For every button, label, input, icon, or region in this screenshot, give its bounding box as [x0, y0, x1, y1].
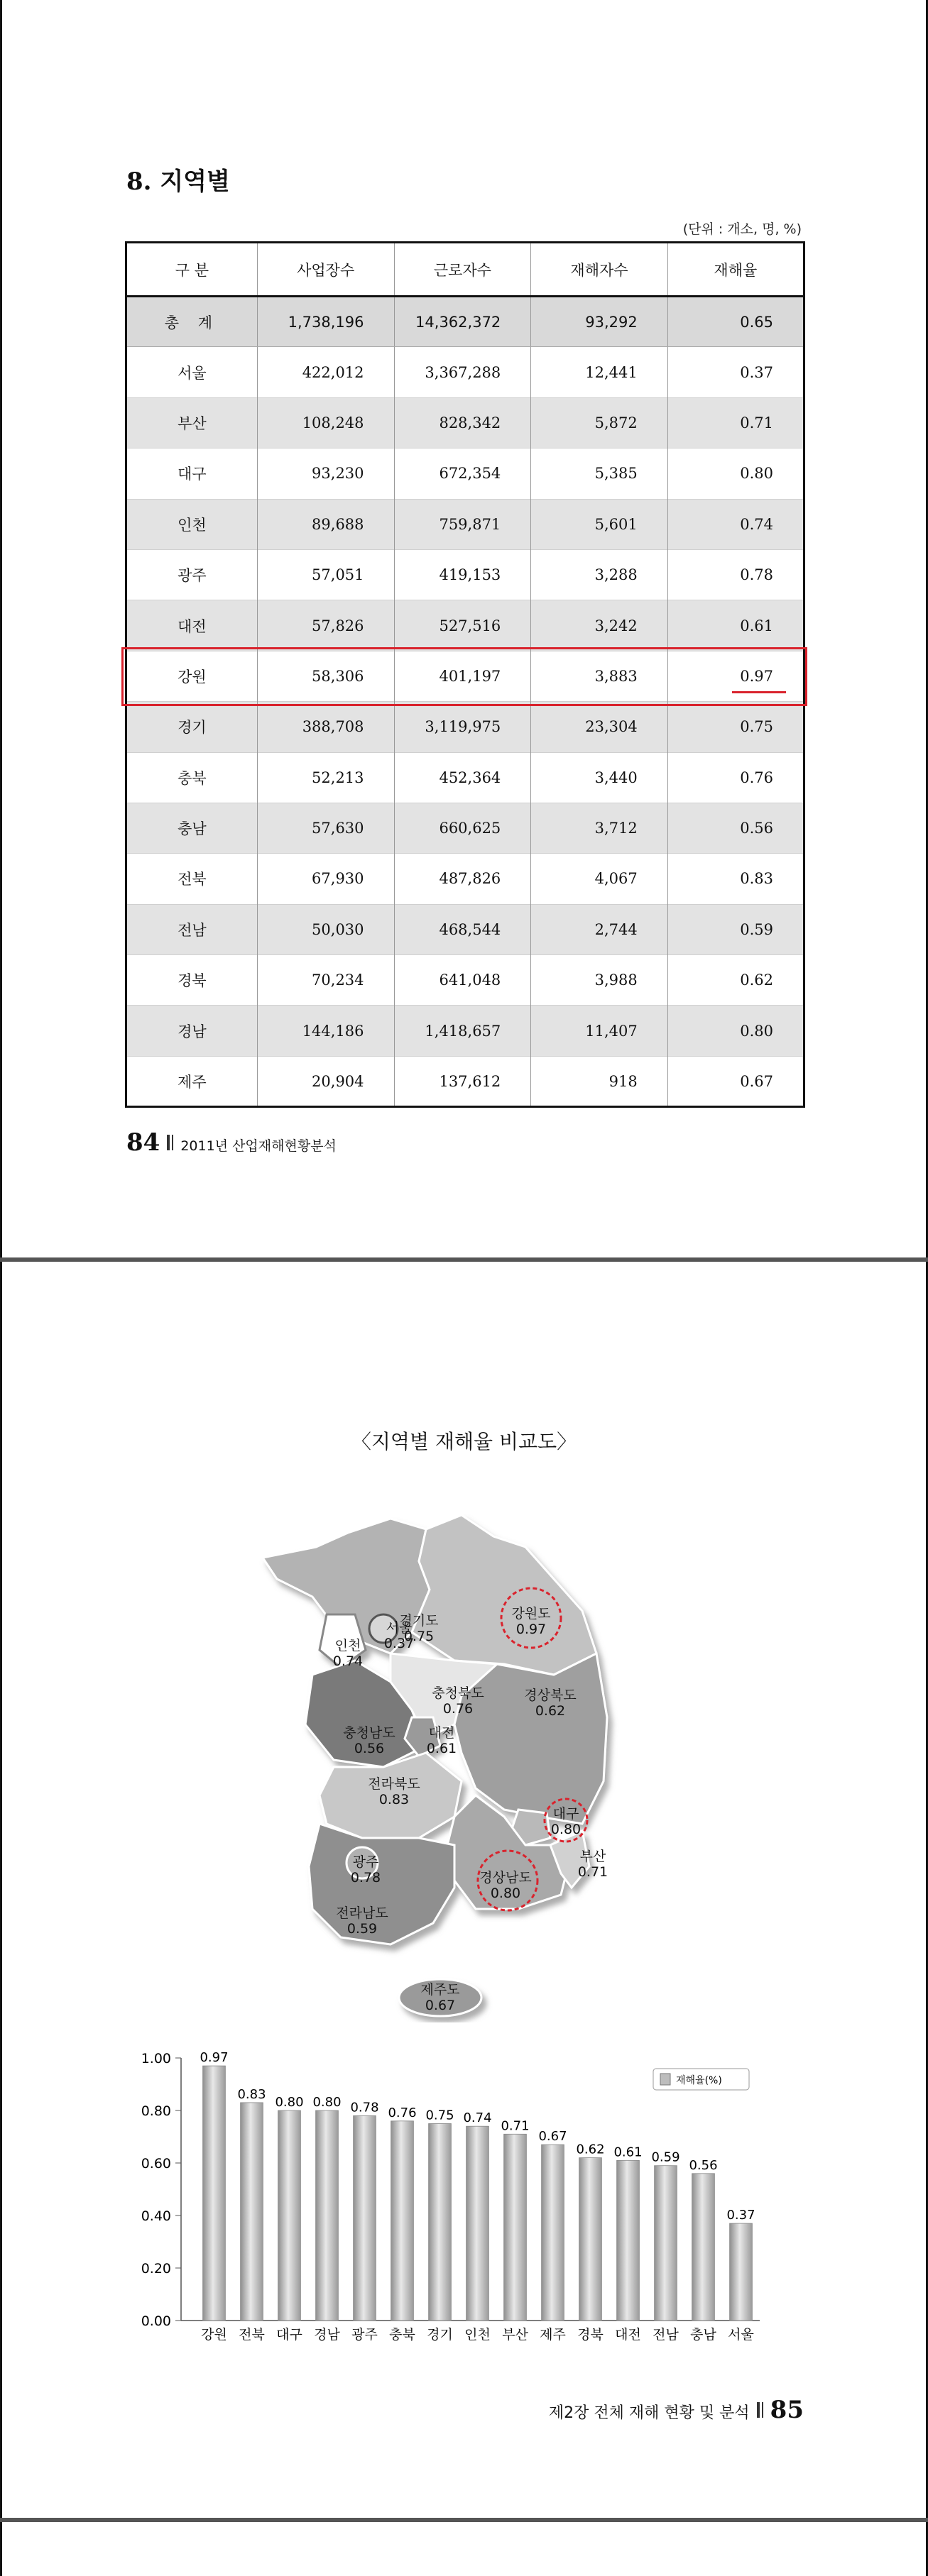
table-row: [126, 904, 804, 954]
map-label-name: 충청북도: [432, 1685, 484, 1701]
map-label-rate: 0.80: [490, 1886, 521, 1901]
bar-value-label: 0.97: [200, 2050, 229, 2066]
footer-text: 2011년 산업재해현황분석: [180, 1138, 337, 1154]
rate-cell: 0.56: [667, 803, 804, 853]
map-label-name: 전라남도: [336, 1905, 388, 1921]
workplaces-cell: 58,306: [257, 651, 394, 701]
y-tick-label: 0.80: [141, 2103, 171, 2119]
bar-value-label: 0.67: [538, 2129, 567, 2145]
bar-value-label: 0.56: [689, 2157, 718, 2173]
workers-cell: 468,544: [394, 904, 531, 954]
region-cell: 대구: [126, 448, 258, 499]
table-row: [126, 448, 804, 499]
workers-cell: 452,364: [394, 752, 531, 803]
map-title: 〈지역별 재해율 비교도〉: [351, 1430, 577, 1453]
table-row: [126, 549, 804, 600]
region-cell: 경기: [126, 702, 258, 752]
injured-cell: 12,441: [531, 347, 667, 397]
divider-bar-thin: [762, 2402, 763, 2418]
rate-cell: 0.71: [667, 397, 804, 448]
bar-value-label: 0.83: [237, 2086, 266, 2102]
bar-value-label: 0.71: [501, 2118, 530, 2134]
bar-value-label: 0.80: [312, 2095, 342, 2110]
x-tick-label: 대전: [615, 2327, 641, 2343]
map-label-name: 경상북도: [524, 1688, 577, 1703]
rate-bar-chart: [128, 2044, 767, 2356]
workers-cell: 641,048: [394, 955, 531, 1006]
workplaces-cell: 388,708: [257, 702, 394, 752]
bar-value-label: 0.75: [425, 2108, 454, 2123]
rate-cell: 0.75: [667, 702, 804, 752]
table-row: [126, 499, 804, 549]
region-cell: 충북: [126, 752, 258, 803]
table-row: [126, 702, 804, 752]
x-tick-label: 광주: [351, 2327, 378, 2343]
map-label-rate: 0.83: [378, 1792, 410, 1807]
workers-cell: 527,516: [394, 600, 531, 651]
workers-cell: 137,612: [394, 1056, 531, 1106]
table-row: [126, 752, 804, 803]
table-row: [126, 600, 804, 651]
map-label-rate: 0.80: [550, 1822, 582, 1837]
bar-value-label: 0.62: [576, 2142, 605, 2157]
workplaces-cell: 70,234: [257, 955, 394, 1006]
injured-cell: 5,872: [531, 397, 667, 448]
x-tick-label: 충남: [690, 2327, 716, 2343]
map-label-rate: 0.62: [535, 1703, 566, 1719]
header-workers: 근로자수: [394, 243, 531, 297]
workplaces-cell: 52,213: [257, 752, 394, 803]
map-label-name: 충청남도: [343, 1725, 395, 1741]
workers-cell: 672,354: [394, 448, 531, 499]
table-row: [126, 955, 804, 1006]
map-label-rate: 0.75: [403, 1629, 435, 1644]
bar-부산: [504, 2134, 527, 2321]
bar-value-label: 0.59: [651, 2150, 680, 2165]
header-injured: 재해자수: [531, 243, 667, 297]
workplaces-cell: 422,012: [257, 347, 394, 397]
rate-cell: 0.61: [667, 600, 804, 651]
map-label-rate: 0.67: [425, 1998, 456, 2013]
map-label-rate: 0.78: [350, 1870, 381, 1886]
y-tick-label: 0.60: [141, 2156, 171, 2172]
map-label-rate: 0.37: [383, 1636, 415, 1651]
workers-cell: 3,367,288: [394, 347, 531, 397]
y-tick-label: 0.40: [141, 2208, 171, 2224]
table-row: [126, 803, 804, 853]
table-row: [126, 1056, 804, 1106]
page-number: 85: [770, 2396, 804, 2424]
workers-cell: 759,871: [394, 499, 531, 549]
x-tick-label: 경남: [314, 2327, 340, 2343]
total-workers: 14,362,372: [394, 297, 531, 347]
region-cell: 제주: [126, 1056, 258, 1106]
total-rate: 0.65: [667, 297, 804, 347]
divider-bar: [757, 2402, 760, 2418]
injured-cell: 5,601: [531, 499, 667, 549]
page-number: 84: [126, 1128, 160, 1157]
x-tick-label: 인천: [464, 2327, 491, 2343]
map-label-name: 광주: [352, 1854, 379, 1870]
region-cell: 대전: [126, 600, 258, 651]
total-workplaces: 1,738,196: [257, 297, 394, 347]
injured-cell: 918: [531, 1056, 667, 1106]
injured-cell: 23,304: [531, 702, 667, 752]
workers-cell: 419,153: [394, 549, 531, 600]
section-title: 8. 지역별: [126, 167, 230, 196]
x-tick-label: 부산: [502, 2327, 528, 2343]
map-label-rate: 0.97: [515, 1622, 547, 1637]
workplaces-cell: 89,688: [257, 499, 394, 549]
bar-경기: [429, 2124, 452, 2321]
korea-region-map: [249, 1512, 660, 2022]
bar-대전: [617, 2160, 640, 2321]
table-row: [126, 854, 804, 904]
workers-cell: 660,625: [394, 803, 531, 853]
unit-note: (단위 : 개소, 명, %): [682, 221, 802, 237]
map-label-name: 인천: [334, 1638, 361, 1653]
bar-전북: [241, 2103, 263, 2321]
injured-cell: 5,385: [531, 448, 667, 499]
injured-cell: 3,440: [531, 752, 667, 803]
x-tick-label: 충북: [389, 2327, 415, 2343]
injured-cell: 11,407: [531, 1006, 667, 1056]
region-cell: 경북: [126, 955, 258, 1006]
injured-cell: 3,288: [531, 549, 667, 600]
map-label-rate: 0.59: [346, 1921, 378, 1937]
y-tick-label: 0.00: [141, 2313, 171, 2329]
map-label-rate: 0.61: [426, 1741, 457, 1756]
region-jeonnam: [309, 1824, 454, 1944]
map-label-rate: 0.74: [332, 1653, 364, 1669]
total-label: 총 계: [126, 297, 258, 347]
workers-cell: 487,826: [394, 854, 531, 904]
y-tick-label: 1.00: [141, 2051, 171, 2066]
gangwon-highlight-box: [121, 647, 807, 706]
next-page-edge: [0, 2522, 928, 2576]
workplaces-cell: 57,051: [257, 549, 394, 600]
x-tick-label: 제주: [540, 2327, 566, 2343]
rate-cell: 0.76: [667, 752, 804, 803]
region-cell: 강원: [126, 651, 258, 701]
map-label-name: 강원도: [511, 1606, 551, 1622]
bar-서울: [730, 2223, 753, 2321]
map-label-name: 대전: [428, 1725, 455, 1741]
table-row-total: [126, 297, 804, 347]
x-tick-label: 경기: [427, 2327, 453, 2343]
total-injured: 93,292: [531, 297, 667, 347]
injured-cell: 4,067: [531, 854, 667, 904]
table-row: [126, 1006, 804, 1056]
bar-대구: [278, 2110, 301, 2321]
x-tick-label: 전북: [239, 2327, 265, 2343]
rate-cell: 0.78: [667, 549, 804, 600]
rate-cell: 0.83: [667, 854, 804, 904]
workplaces-cell: 108,248: [257, 397, 394, 448]
x-tick-label: 전남: [653, 2327, 679, 2343]
map-label-name: 경기도: [399, 1613, 439, 1629]
injured-cell: 3,883: [531, 651, 667, 701]
rate-cell: 0.97: [667, 651, 804, 701]
region-cell: 충남: [126, 803, 258, 853]
table-header-row: [126, 243, 804, 297]
injured-cell: 3,712: [531, 803, 667, 853]
legend-label: 재해율(%): [676, 2075, 722, 2086]
map-label-name: 제주도: [420, 1982, 460, 1998]
map-label-name: 서울: [386, 1620, 413, 1636]
map-label-rate: 0.76: [442, 1701, 474, 1717]
region-cell: 전남: [126, 904, 258, 954]
region-cell: 광주: [126, 549, 258, 600]
bar-제주: [542, 2145, 564, 2321]
rate-cell: 0.59: [667, 904, 804, 954]
map-label-name: 대구: [552, 1806, 579, 1822]
divider-bar-thin: [172, 1135, 173, 1150]
injured-cell: 3,242: [531, 600, 667, 651]
region-cell: 경남: [126, 1006, 258, 1056]
injured-cell: 2,744: [531, 904, 667, 954]
x-tick-label: 대구: [276, 2327, 302, 2343]
workers-cell: 401,197: [394, 651, 531, 701]
rate-cell: 0.37: [667, 347, 804, 397]
rate-cell: 0.80: [667, 448, 804, 499]
bar-경남: [316, 2110, 339, 2321]
bar-value-label: 0.61: [613, 2145, 643, 2160]
workers-cell: 828,342: [394, 397, 531, 448]
y-tick-label: 0.20: [141, 2261, 171, 2277]
header-workplaces: 사업장수: [257, 243, 394, 297]
bar-광주: [354, 2115, 376, 2321]
workplaces-cell: 57,826: [257, 600, 394, 651]
workers-cell: 3,119,975: [394, 702, 531, 752]
workplaces-cell: 20,904: [257, 1056, 394, 1106]
bar-value-label: 0.76: [388, 2105, 417, 2120]
page-footer-85: [549, 2396, 804, 2424]
footer-text: 제2장 전체 재해 현황 및 분석: [548, 2404, 750, 2422]
bar-전남: [655, 2166, 677, 2321]
injured-cell: 3,988: [531, 955, 667, 1006]
page-84: [0, 0, 928, 1257]
region-cell: 서울: [126, 347, 258, 397]
map-label-rate: 0.56: [354, 1741, 385, 1756]
workplaces-cell: 93,230: [257, 448, 394, 499]
workplaces-cell: 57,630: [257, 803, 394, 853]
region-gangwon: [412, 1515, 596, 1675]
x-tick-label: 서울: [728, 2327, 754, 2343]
bar-강원: [203, 2066, 226, 2321]
gangwon-rate-underline: [732, 691, 786, 693]
header-category: 구 분: [126, 243, 258, 297]
header-rate: 재해율: [667, 243, 804, 297]
x-tick-label: 경북: [577, 2327, 604, 2343]
workplaces-cell: 67,930: [257, 854, 394, 904]
rate-cell: 0.80: [667, 1006, 804, 1056]
page-footer-84: [126, 1128, 337, 1157]
rate-cell: 0.67: [667, 1056, 804, 1106]
bar-value-label: 0.80: [275, 2095, 304, 2110]
region-cell: 인천: [126, 499, 258, 549]
bar-value-label: 0.37: [726, 2208, 755, 2223]
rate-cell: 0.62: [667, 955, 804, 1006]
workplaces-cell: 144,186: [257, 1006, 394, 1056]
bar-충북: [391, 2121, 414, 2321]
table-row: [126, 397, 804, 448]
legend-swatch: [660, 2074, 670, 2085]
map-label-rate: 0.71: [577, 1864, 608, 1880]
bar-충남: [692, 2174, 715, 2321]
map-label-name: 전라북도: [368, 1776, 420, 1792]
bar-value-label: 0.78: [350, 2100, 379, 2115]
rate-cell: 0.74: [667, 499, 804, 549]
bar-경북: [579, 2158, 602, 2321]
map-label-name: 경상남도: [479, 1870, 532, 1886]
bar-value-label: 0.74: [463, 2110, 492, 2126]
map-label-name: 부산: [579, 1849, 606, 1864]
region-cell: 전북: [126, 854, 258, 904]
region-cell: 부산: [126, 397, 258, 448]
bar-인천: [466, 2126, 489, 2321]
workers-cell: 1,418,657: [394, 1006, 531, 1056]
table-row: [126, 347, 804, 397]
x-tick-label: 강원: [201, 2327, 227, 2343]
workplaces-cell: 50,030: [257, 904, 394, 954]
divider-bar: [167, 1135, 170, 1150]
